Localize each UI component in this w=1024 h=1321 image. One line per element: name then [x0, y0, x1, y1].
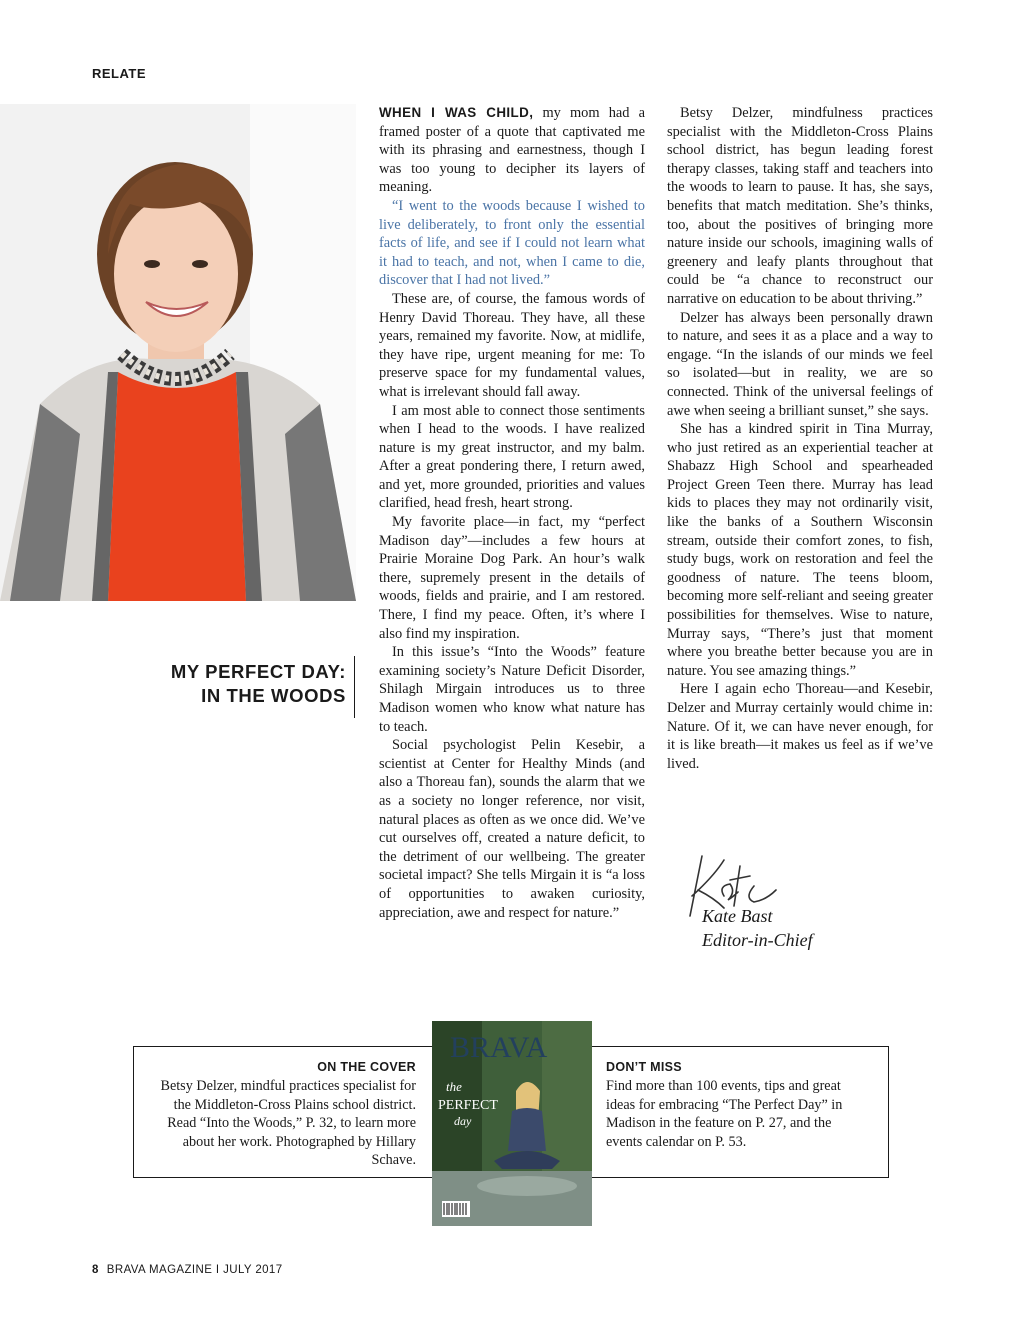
page-footer — [92, 1264, 283, 1276]
cover-line-1: the — [446, 1079, 462, 1094]
thoreau-quote: “I went to the woods because I wished to live deliberately, to front only the essential facts of life, and see if I could not learn what it had to teach, and not, when I came to die, discover that I had not lived.” — [379, 197, 645, 289]
cover-illustration — [432, 1021, 592, 1226]
lead-in: WHEN I WAS CHILD, — [379, 105, 534, 120]
cover-line-2: PERFECT — [438, 1098, 498, 1113]
paragraph: Here I again echo Thoreau—and Kesebir, Delzer and Murray certainly would chime in: Nature. Of it, we can have never enough, for it is like breath—it makes us feel as if we’ve lived. — [667, 681, 933, 772]
paragraph: In this issue’s “Into the Woods” feature examining society’s Nature Deficit Disorder, Shilagh Mirgain introduces us to three Madison women who know what nature has to teach. — [379, 644, 645, 735]
paragraph: Delzer has always been personally drawn to nature, and sees it as a place and a way to engage. “In the islands of our minds we feel so isolated—but in reality, we are so connected. Think of the universal feelings of awe when seeing a brilliant sunset,” she says. — [667, 309, 933, 419]
paragraph: She has a kindred spirit in Tina Murray, who just retired as an experiential teacher at Shabazz High School and spearheaded Project Green Teen there. Murray has lead kids to places they may not ordinarily visit, like the banks of a Southern Wisconsin stream, outside their comfort zones, to fish, study bugs, work on restoration and feel the goodness of nature. The teens bloom, becoming more self-reliant and seeing greater possibilities for themselves. Wise to nature, Murray says, “There’s just that moment where you breathe better because you are in nature. You see amazing things.” — [667, 421, 933, 679]
headline — [150, 660, 346, 708]
cover-line-3: day — [454, 1114, 472, 1128]
headline-line-2: IN THE WOODS — [201, 685, 346, 706]
paragraph — [379, 104, 645, 197]
paragraph: These are, of course, the famous words of Henry David Thoreau. They have, all these years, remained my favorite. Now, at midlife, they have ripe, urgent meaning for me: To preserve space for my fundamental values, what is irrelevant should fall away. — [379, 290, 645, 400]
editor-photo — [0, 104, 356, 601]
paragraph: My favorite place—in fact, my “perfect Madison day”—includes a few hours at Prairie Moraine Dog Park. An hour’s walk there, supremely present in the details of woods, fields and prairie, and I am restored. There, I find my peace. Often, it’s where I also find my inspiration. — [379, 514, 645, 642]
on-the-cover-title: ON THE COVER — [317, 1060, 416, 1074]
paragraph: Social psychologist Pelin Kesebir, a scientist at Center for Healthy Minds (and also a Thoreau fan), sounds the alarm that we as a society no longer reference, nor visit, natural places as often as we once did. We’ve cut ourselves off, created a nature deficit, to the detriment of our wellbeing. The greater societal impact? She tells Mirgain it is “a loss of opportunities to awaken curiosity, appreciation, awe and respect for nature.” — [379, 737, 645, 921]
paragraph-text: my mom had a framed poster of a quote that captivated me with its phrasing and earnestness, though I was too young to decipher its layers of meaning. — [379, 105, 645, 196]
article-column-2 — [667, 104, 933, 773]
paragraph: I am most able to connect those sentiments when I head to the woods. I have realized nature is my great instructor, and my balm. After a great pondering there, I return awed, and yet, more grounded, priorities and values clarified, head fresh, heart strong. — [379, 402, 645, 512]
article-column-1 — [379, 104, 645, 922]
headline-line-1: MY PERFECT DAY: — [170, 661, 346, 682]
dont-miss-text: Find more than 100 events, tips and great ideas for embracing “The Perfect Day” in Madison in the feature on P. 27, and the events calendar on P. 53. — [606, 1078, 843, 1150]
magazine-cover-image — [432, 1021, 592, 1226]
page-number: 8 — [92, 1264, 99, 1276]
cover-masthead: BRAVA — [450, 1031, 548, 1064]
editor-title: Editor-in-Chief — [702, 930, 813, 950]
on-the-cover-text: Betsy Delzer, mindful practices specialist for the Middleton-Cross Plains school district. Read “Into the Woods,” P. 32, to learn more about her work. Photographed by Hillary Schave. — [160, 1078, 416, 1169]
editor-portrait-illustration — [0, 104, 356, 601]
footer-text: BRAVA MAGAZINE I JULY 2017 — [106, 1264, 283, 1276]
headline-rule — [354, 656, 355, 718]
dont-miss-title: DON’T MISS — [606, 1060, 682, 1074]
section-label: RELATE — [92, 66, 147, 81]
paragraph: Betsy Delzer, mindfulness practices specialist with the Middleton-Cross Plains school district, has begun leading forest therapy classes, taking staff and teachers into the woods to learn to pause. It has, she says, benefits that match meditation. She’s thinks, too, about the positives of bringing more nature inside our schools, imagining walls of greenery and leafy plants throughout that could be “a chance to reconstruct our narrative on education to be about thriving.” — [667, 105, 933, 307]
editor-name: Kate Bast — [702, 906, 773, 926]
